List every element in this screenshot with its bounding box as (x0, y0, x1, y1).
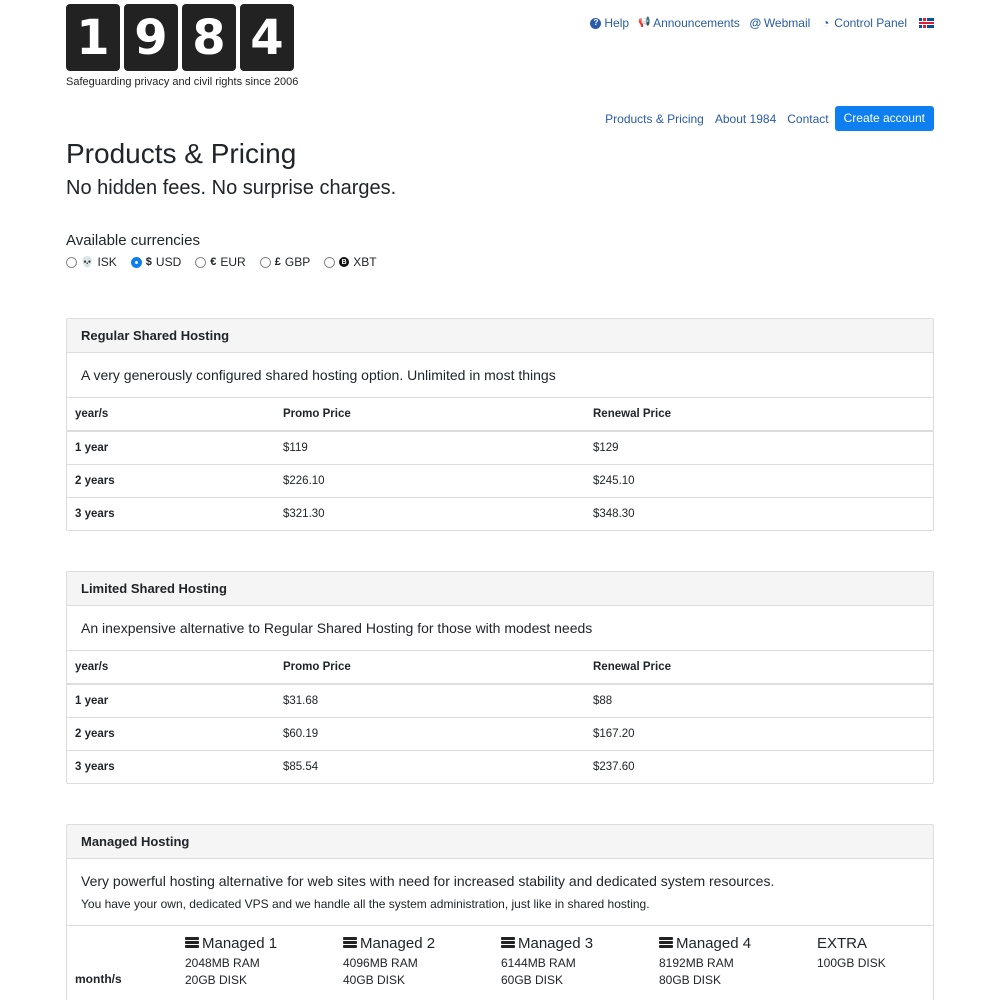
radio-button[interactable] (195, 257, 206, 268)
plan-name: Managed 3 (518, 934, 594, 952)
renewal-price-cell: $245.10 (585, 464, 933, 497)
nav-contact[interactable]: Contact (787, 111, 829, 126)
plan-extra (817, 932, 943, 989)
plan-name: Managed 1 (202, 934, 278, 952)
nav-about[interactable]: About 1984 (714, 111, 777, 126)
limited-hosting-panel (66, 571, 934, 784)
renewal-price-cell: $167.20 (585, 717, 933, 750)
currency-option-eur[interactable] (195, 255, 245, 269)
table-row (67, 684, 933, 717)
page-title: Products & Pricing (66, 138, 297, 169)
bitcoin-icon: B (339, 257, 349, 267)
panel-description: A very generously configured shared hosting option. Unlimited in most things (67, 353, 933, 398)
currency-option-xbt[interactable] (324, 255, 376, 269)
radio-button[interactable] (260, 257, 271, 268)
announcements-link-label: Announcements (653, 16, 740, 30)
plan-ram: 6144MB RAM (501, 956, 576, 970)
logo-digit: 4 (240, 4, 294, 71)
logo-digit: 9 (124, 4, 178, 71)
help-link[interactable] (590, 16, 629, 30)
plan-disk: 80GB DISK (659, 973, 722, 987)
dashboard-icon: ◔ (822, 16, 830, 30)
radio-button[interactable] (66, 257, 77, 268)
currency-option-usd[interactable] (131, 255, 181, 269)
renewal-price-cell: $88 (585, 684, 933, 717)
panel-description-main: Very powerful hosting alternative for web sites with need for increased stability and dedicated system resources. (81, 873, 775, 889)
table-row (67, 431, 933, 464)
table-row (67, 750, 933, 783)
promo-price-cell: $119 (275, 431, 585, 464)
plan-managed-4 (659, 932, 817, 989)
webmail-link-label: Webmail (763, 16, 811, 30)
currency-code: ISK (97, 255, 117, 269)
plan-disk: 20GB DISK (185, 973, 248, 987)
currency-label: Available currencies (66, 232, 200, 249)
plan-disk: 60GB DISK (501, 973, 564, 987)
skull-icon: 💀 (81, 256, 94, 268)
currency-code: EUR (220, 255, 246, 269)
plan-ram: 2048MB RAM (185, 956, 260, 970)
plan-disk: 40GB DISK (343, 973, 406, 987)
term-cell: 3 years (67, 750, 275, 783)
plan-name: EXTRA (817, 934, 868, 952)
term-cell: 1 year (67, 431, 275, 464)
panel-title: Managed Hosting (67, 825, 933, 859)
regular-hosting-panel (66, 318, 934, 531)
plan-extra-spec: 100GB DISK (817, 956, 886, 970)
currency-code: XBT (353, 255, 377, 269)
currency-code: GBP (284, 255, 311, 269)
question-circle-icon: ? (590, 18, 601, 29)
table-row (67, 717, 933, 750)
renewal-price-cell: $129 (585, 431, 933, 464)
server-icon (343, 937, 357, 949)
currency-option-isk[interactable] (66, 255, 117, 269)
announcements-link[interactable] (639, 16, 740, 30)
currency-code: USD (155, 255, 182, 269)
dollar-icon: $ (145, 256, 152, 268)
logo-digit: 1 (66, 4, 120, 71)
promo-price-cell: $60.19 (275, 717, 585, 750)
server-icon (659, 937, 673, 949)
radio-button[interactable] (131, 257, 142, 268)
panel-description (67, 859, 933, 926)
plan-managed-3 (501, 932, 659, 989)
managed-hosting-panel (66, 824, 934, 1000)
plan-ram: 8192MB RAM (659, 956, 734, 970)
renewal-price-cell: $348.30 (585, 497, 933, 530)
pound-icon: £ (274, 256, 281, 268)
promo-price-cell: $321.30 (275, 497, 585, 530)
bullhorn-icon: 📢 (638, 17, 651, 28)
pricing-table (67, 651, 933, 783)
term-cell: 3 years (67, 497, 275, 530)
create-account-button[interactable]: Create account (835, 106, 934, 131)
at-icon: @ (749, 16, 762, 30)
nav-products-pricing[interactable]: Products & Pricing (605, 111, 704, 126)
promo-price-cell: $226.10 (275, 464, 585, 497)
server-icon (501, 937, 515, 949)
column-header: year/s (67, 651, 275, 684)
plan-ram: 4096MB RAM (343, 956, 418, 970)
term-cell: 1 year (67, 684, 275, 717)
currency-selector (66, 232, 377, 269)
site-tagline: Safeguarding privacy and civil rights since 2006 (66, 76, 299, 88)
renewal-price-cell: $237.60 (585, 750, 933, 783)
plan-name: Managed 2 (360, 934, 436, 952)
euro-icon: € (210, 256, 217, 268)
row-label: month/s (75, 972, 122, 986)
term-cell: 2 years (67, 464, 275, 497)
pricing-table (67, 398, 933, 530)
table-row (67, 497, 933, 530)
column-header: year/s (67, 398, 275, 431)
webmail-link[interactable] (750, 16, 810, 30)
column-header: Promo Price (275, 651, 585, 684)
logo-digit: 8 (182, 4, 236, 71)
plan-name: Managed 4 (676, 934, 752, 952)
panel-description: An inexpensive alternative to Regular Shared Hosting for those with modest needs (67, 606, 933, 651)
table-row (67, 464, 933, 497)
radio-button[interactable] (324, 257, 335, 268)
utility-nav (590, 16, 934, 30)
server-icon (185, 937, 199, 949)
page-subtitle: No hidden fees. No surprise charges. (66, 177, 397, 199)
control-panel-link-label: Control Panel (834, 16, 907, 30)
plan-managed-1 (185, 932, 343, 989)
managed-plans-grid (67, 926, 933, 989)
plan-managed-2 (343, 932, 501, 989)
panel-title: Limited Shared Hosting (67, 572, 933, 606)
panel-description-detail: You have your own, dedicated VPS and we handle all the system administration, just like in shared hosting. (81, 897, 650, 911)
promo-price-cell: $85.54 (275, 750, 585, 783)
column-header: Renewal Price (585, 651, 933, 684)
site-logo[interactable] (66, 4, 294, 71)
term-cell: 2 years (67, 717, 275, 750)
currency-option-gbp[interactable] (260, 255, 310, 269)
column-header: Promo Price (275, 398, 585, 431)
iceland-flag-icon[interactable] (919, 18, 934, 28)
help-link-label: Help (604, 16, 630, 30)
control-panel-link[interactable] (820, 16, 907, 30)
column-header: Renewal Price (585, 398, 933, 431)
promo-price-cell: $31.68 (275, 684, 585, 717)
panel-title: Regular Shared Hosting (67, 319, 933, 353)
main-nav (605, 106, 934, 131)
